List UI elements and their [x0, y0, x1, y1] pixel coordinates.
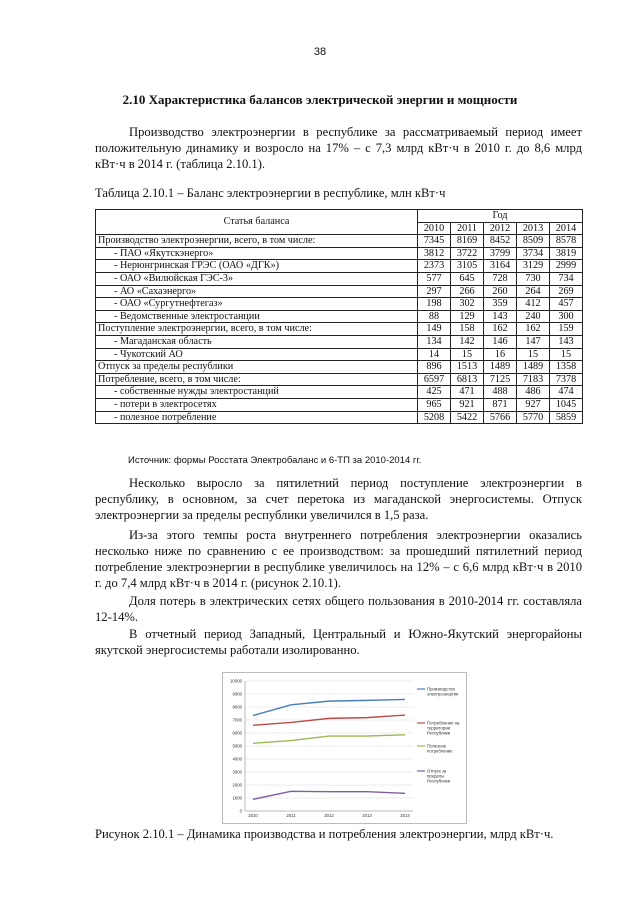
balance-table: [95, 209, 583, 424]
cell-value: 300: [550, 310, 583, 323]
cell-value: 3105: [451, 260, 484, 273]
y-tick-label: 0: [239, 808, 242, 814]
y-tick-label: 7000: [232, 717, 242, 723]
table-row: [96, 386, 583, 399]
cell-value: 6597: [418, 373, 451, 386]
cell-value: 359: [484, 298, 517, 311]
cell-value: 162: [517, 323, 550, 336]
cell-value: 269: [550, 285, 583, 298]
cell-value: 486: [517, 386, 550, 399]
paragraph-2: [95, 475, 582, 523]
cell-value: 302: [451, 298, 484, 311]
cell-value: 5770: [517, 411, 550, 424]
legend-label: Отпуск за пределы Республики: [427, 768, 451, 784]
cell-value: 5859: [550, 411, 583, 424]
cell-value: 7378: [550, 373, 583, 386]
table-row: [96, 247, 583, 260]
row-label: - Ведомственные электростанции: [96, 310, 418, 323]
cell-value: 1513: [451, 361, 484, 374]
cell-value: 3812: [418, 247, 451, 260]
cell-value: 1045: [550, 398, 583, 411]
legend-label: Потребление на территории Республики: [427, 720, 460, 736]
cell-value: 143: [550, 335, 583, 348]
row-label: Производство электроэнергии, всего, в том числе:: [96, 235, 418, 248]
row-label: Поступление электроэнергии, всего, в том числе:: [96, 323, 418, 336]
y-tick-label: 6000: [232, 730, 242, 736]
cell-value: 159: [550, 323, 583, 336]
x-tick-label: 2013: [362, 813, 372, 818]
cell-value: 5208: [418, 411, 451, 424]
legend-label: Производство электроэнергии: [427, 686, 459, 697]
cell-value: 15: [451, 348, 484, 361]
cell-value: 1489: [517, 361, 550, 374]
row-label: Отпуск за пределы республики: [96, 361, 418, 374]
table-caption: Таблица 2.10.1 – Баланс электроэнергии в республике, млн кВт·ч: [95, 186, 446, 200]
cell-value: 15: [517, 348, 550, 361]
cell-value: 8169: [451, 235, 484, 248]
cell-value: 142: [451, 335, 484, 348]
source-note: Источник: формы Росстата Электробаланс и 6-ТП за 2010-2014 гг.: [128, 455, 422, 466]
row-label: - ОАО «Вилюйская ГЭС-3»: [96, 272, 418, 285]
cell-value: 8452: [484, 235, 517, 248]
cell-value: 5422: [451, 411, 484, 424]
paragraph-5-text: В отчетный период Западный, Центральный и Южно-Якутский энергорайоны якутской энергосистемы работали изолированно.: [95, 627, 582, 657]
cell-value: 240: [517, 310, 550, 323]
section-heading: 2.10 Характеристика балансов электрической энергии и мощности: [122, 92, 518, 107]
table-row: [96, 361, 583, 374]
cell-value: 412: [517, 298, 550, 311]
year-header: 2011: [451, 222, 484, 235]
cell-value: 728: [484, 272, 517, 285]
cell-value: 730: [517, 272, 550, 285]
row-label: - полезное потребление: [96, 411, 418, 424]
cell-value: 146: [484, 335, 517, 348]
cell-value: 871: [484, 398, 517, 411]
cell-value: 3799: [484, 247, 517, 260]
row-label: - потери в электросетях: [96, 398, 418, 411]
y-tick-label: 4000: [232, 756, 242, 762]
table-row: [96, 235, 583, 248]
cell-value: 134: [418, 335, 451, 348]
cell-value: 162: [484, 323, 517, 336]
table-row: [96, 411, 583, 424]
cell-value: 5766: [484, 411, 517, 424]
table-row: [96, 285, 583, 298]
row-label: - Магаданская область: [96, 335, 418, 348]
y-tick-label: 5000: [232, 743, 242, 749]
cell-value: 3164: [484, 260, 517, 273]
year-header: 2012: [484, 222, 517, 235]
header-year-group: Год: [418, 210, 583, 223]
cell-value: 16: [484, 348, 517, 361]
paragraph-3: [95, 527, 582, 591]
row-label: - Нерюнгринская ГРЭС (ОАО «ДГК»): [96, 260, 418, 273]
table-body: [96, 235, 583, 424]
line-chart: [222, 672, 467, 824]
cell-value: 2373: [418, 260, 451, 273]
paragraph-5: [95, 626, 582, 658]
series-line: [253, 699, 405, 715]
row-label: - ПАО «Якутскэнерго»: [96, 247, 418, 260]
x-tick-label: 2014: [400, 813, 410, 818]
paragraph-3-text: Из-за этого темпы роста внутреннего потребления электроэнергии оказались несколько ниже по сравнению с ее производством: за прошедший пятилетний период потребление электроэнергии в республике увеличилось на 12% – с 6,6 млрд кВт·ч в 2010 г. до 7,4 млрд кВт·ч в 2014 г. (рисунок 2.10.1).: [95, 528, 582, 590]
cell-value: 147: [517, 335, 550, 348]
cell-value: 488: [484, 386, 517, 399]
cell-value: 264: [517, 285, 550, 298]
x-tick-label: 2011: [286, 813, 296, 818]
cell-value: 921: [451, 398, 484, 411]
year-header: 2010: [418, 222, 451, 235]
cell-value: 734: [550, 272, 583, 285]
year-header: 2013: [517, 222, 550, 235]
cell-value: 3129: [517, 260, 550, 273]
cell-value: 3734: [517, 247, 550, 260]
cell-value: 8578: [550, 235, 583, 248]
y-tick-label: 3000: [232, 769, 242, 775]
cell-value: 7183: [517, 373, 550, 386]
chart-canvas: [223, 673, 466, 823]
cell-value: 965: [418, 398, 451, 411]
table-row: [96, 310, 583, 323]
cell-value: 457: [550, 298, 583, 311]
cell-value: 6813: [451, 373, 484, 386]
series-line: [253, 735, 405, 743]
legend-label: Полезное потребление: [427, 743, 453, 754]
table-row: [96, 335, 583, 348]
paragraph-4-text: Доля потерь в электрических сетях общего пользования в 2010-2014 гг. составляла 12-14%.: [95, 594, 582, 624]
paragraph-2-text: Несколько выросло за пятилетний период поступление электроэнергии в республику, в основном, за счет перетока из магаданской энергосистемы. Отпуск электроэнергии за пределы республики увеличился в 1,5 раза.: [95, 476, 582, 522]
table-row: [96, 260, 583, 273]
cell-value: 1358: [550, 361, 583, 374]
x-tick-label: 2012: [324, 813, 334, 818]
cell-value: 471: [451, 386, 484, 399]
intro-paragraph-text: Производство электроэнергии в республике за рассматриваемый период имеет положительную динамику и возросло на 17% – с 7,3 млрд кВт·ч в 2010 г. до 8,6 млрд кВт·ч в 2014 г. (таблица 2.10.1).: [95, 125, 582, 171]
cell-value: 266: [451, 285, 484, 298]
cell-value: 3722: [451, 247, 484, 260]
row-label: Потребление, всего, в том числе:: [96, 373, 418, 386]
cell-value: 14: [418, 348, 451, 361]
row-label: - собственные нужды электростанций: [96, 386, 418, 399]
table-row: [96, 373, 583, 386]
cell-value: 143: [484, 310, 517, 323]
cell-value: 129: [451, 310, 484, 323]
y-tick-label: 2000: [232, 782, 242, 788]
cell-value: 896: [418, 361, 451, 374]
table-row: [96, 272, 583, 285]
cell-value: 2999: [550, 260, 583, 273]
cell-value: 88: [418, 310, 451, 323]
cell-value: 927: [517, 398, 550, 411]
header-item: Статья баланса: [96, 210, 418, 235]
cell-value: 260: [484, 285, 517, 298]
cell-value: 425: [418, 386, 451, 399]
figure-caption: Рисунок 2.10.1 – Динамика производства и потребления электроэнергии, млрд кВт·ч.: [95, 827, 554, 841]
cell-value: 7125: [484, 373, 517, 386]
cell-value: 149: [418, 323, 451, 336]
y-tick-label: 10000: [230, 678, 242, 684]
cell-value: 577: [418, 272, 451, 285]
cell-value: 645: [451, 272, 484, 285]
paragraph-4: [95, 593, 582, 625]
x-tick-label: 2010: [248, 813, 258, 818]
row-label: - ОАО «Сургутнефтегаз»: [96, 298, 418, 311]
cell-value: 198: [418, 298, 451, 311]
cell-value: 1489: [484, 361, 517, 374]
row-label: - АО «Сахаэнерго»: [96, 285, 418, 298]
table-row: [96, 298, 583, 311]
table-row: [96, 348, 583, 361]
cell-value: 158: [451, 323, 484, 336]
page-number: 38: [313, 46, 327, 58]
intro-paragraph: [95, 124, 582, 172]
year-header: 2014: [550, 222, 583, 235]
table-row: [96, 398, 583, 411]
y-tick-label: 1000: [232, 795, 242, 801]
cell-value: 7345: [418, 235, 451, 248]
cell-value: 297: [418, 285, 451, 298]
cell-value: 3819: [550, 247, 583, 260]
cell-value: 15: [550, 348, 583, 361]
cell-value: 8509: [517, 235, 550, 248]
y-tick-label: 8000: [232, 704, 242, 710]
cell-value: 474: [550, 386, 583, 399]
y-tick-label: 9000: [232, 691, 242, 697]
row-label: - Чукотский АО: [96, 348, 418, 361]
table-row: [96, 323, 583, 336]
